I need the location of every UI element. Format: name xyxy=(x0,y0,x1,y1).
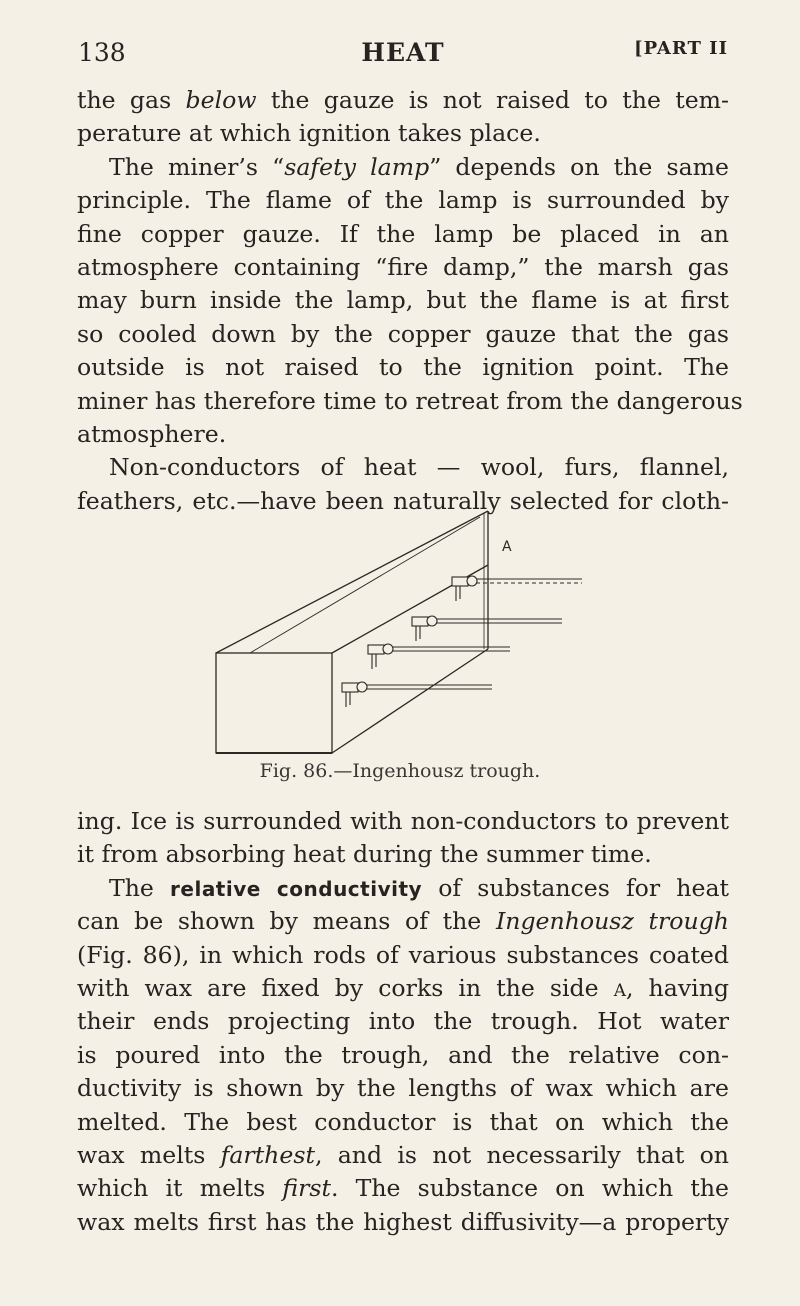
text-line: can be shown by means of the Ingenhousz trough xyxy=(77,907,729,936)
text-line: atmosphere containing “fire damp,” the marsh gas xyxy=(77,252,729,281)
text-line: is poured into the trough, and the relative con- xyxy=(77,1040,729,1069)
text-line: melted. The best conductor is that on which the xyxy=(77,1107,729,1136)
rod xyxy=(412,616,562,641)
ingenhousz-trough-figure xyxy=(210,507,590,757)
text-line: so cooled down by the copper gauze that the gas xyxy=(77,319,729,348)
text-line: wax melts first has the highest diffusivity—a property xyxy=(77,1207,729,1236)
text-line: it from absorbing heat during the summer time. xyxy=(77,840,652,869)
text-line: principle. The flame of the lamp is surrounded by xyxy=(77,186,729,215)
text-line: miner has therefore time to retreat from the dangerous xyxy=(77,386,743,415)
trough-front-face xyxy=(216,653,332,753)
text-line: ing. Ice is surrounded with non-conductors to prevent xyxy=(77,807,729,835)
text-line: feathers, etc.—have been naturally selected for cloth- xyxy=(77,486,729,515)
text-line: wax melts farthest, and is not necessarily that on xyxy=(77,1140,729,1169)
running-head: HEAT xyxy=(361,38,445,67)
text-line: may burn inside the lamp, but the flame is at first xyxy=(77,286,729,315)
rod xyxy=(368,644,510,669)
page-header xyxy=(78,38,728,78)
text-line: the gas below the gauze is not raised to the tem- xyxy=(77,86,730,114)
trough-inner-edge xyxy=(250,517,480,653)
text-line: fine copper gauze. If the lamp be placed in an xyxy=(77,219,729,248)
text-line: outside is not raised to the ignition point. The xyxy=(77,353,729,382)
page-number: 138 xyxy=(78,38,126,67)
part-label: [PART II xyxy=(634,38,728,59)
text-line: their ends projecting into the trough. Hot water xyxy=(77,1007,729,1036)
text-line: which it melts first. The substance on which the xyxy=(77,1174,729,1203)
text-line: The miner’s “safety lamp” depends on the same xyxy=(109,152,729,181)
text-line: (Fig. 86), in which rods of various substances coated xyxy=(77,940,729,969)
figure-caption: Fig. 86.—Ingenhousz trough. xyxy=(259,760,541,782)
trough-edge xyxy=(332,649,488,753)
text-line: ductivity is shown by the lengths of wax which are xyxy=(77,1074,729,1103)
text-line: atmosphere. xyxy=(77,419,227,448)
bottom-paragraphs xyxy=(77,805,729,1239)
side-a-label: A xyxy=(502,539,512,555)
rod xyxy=(452,576,582,601)
top-paragraphs xyxy=(77,84,743,518)
text-line: Non-conductors of heat — wool, furs, flannel, xyxy=(109,453,729,482)
rod xyxy=(342,682,492,707)
trough-edge xyxy=(216,511,488,653)
text-line: The relative conductivity of substances for heat xyxy=(109,873,729,902)
text-line: with wax are fixed by corks in the side A, having xyxy=(77,973,729,1002)
text-line: perature at which ignition takes place. xyxy=(77,119,541,148)
